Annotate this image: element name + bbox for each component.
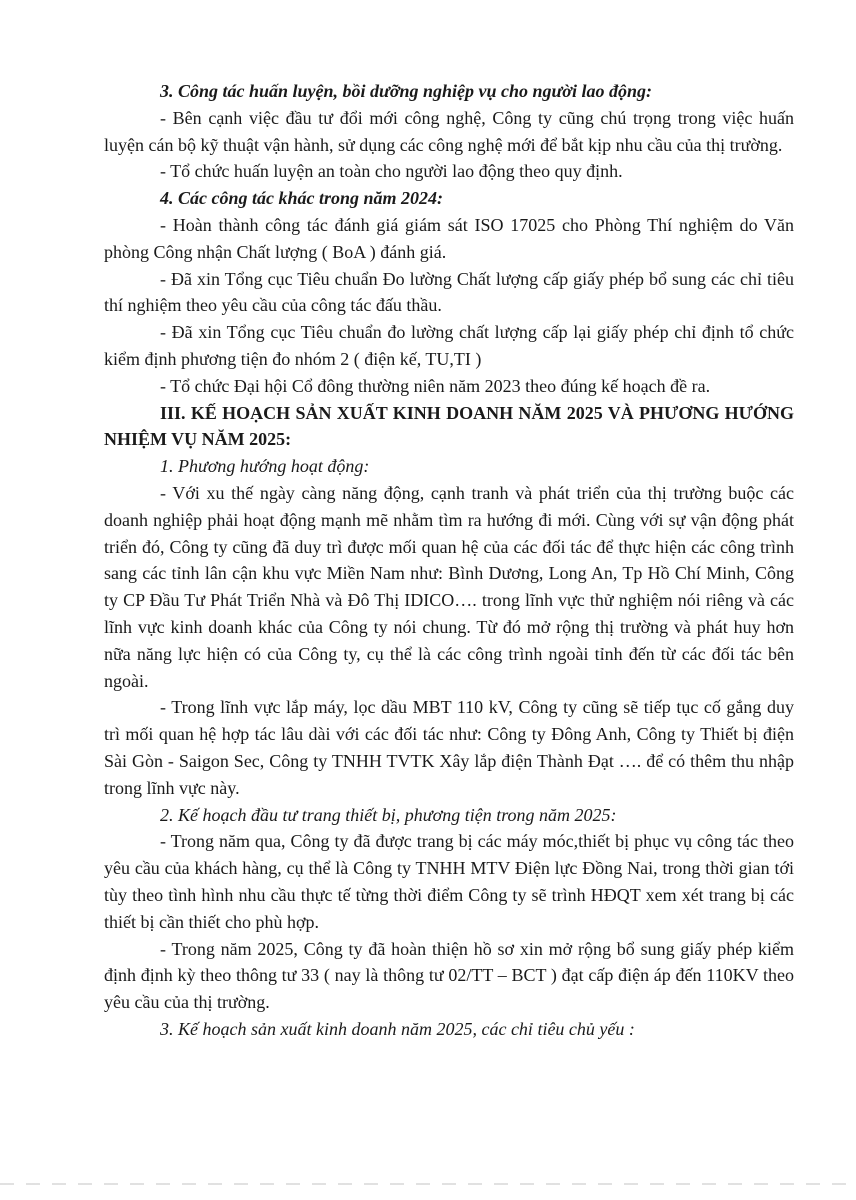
paragraph-market-trend: - Với xu thế ngày càng năng động, cạnh tranh và phát triển của thị trường buộc các doanh nghiệp phải hoạt động mạnh mẽ nhằm tìm ra hướng đi mới. Cùng với sự vận động phát triển đó, Công ty cũng đã duy trì được mối quan hệ của các đối tác để thực hiện các công trình sang các tỉnh lân cận khu vực Miền Nam như: Bình Dương, Long An, Tp Hồ Chí Minh, Công ty CP Đầu Tư Phát Triển Nhà và Đô Thị IDICO…. trong lĩnh vực thử nghiệm nói riêng và các lĩnh vực kinh doanh khác của Công ty nói chung. Từ đó mở rộng thị trường và phát huy hơn nữa năng lực hiện có của Công ty, cụ thể là các công trình ngoài tỉnh đến từ các đối tác bên ngoài. bbox=[104, 482, 794, 691]
paragraph-inspection-license: - Trong năm 2025, Công ty đã hoàn thiện hồ sơ xin mở rộng bổ sung giấy phép kiểm định định kỳ theo thông tư 33 ( nay là thông tư 02/TT – BCT ) đạt cấp điện áp đến 110KV theo yêu cầu của thị trường. bbox=[104, 938, 794, 1013]
subheading-equipment-investment: 2. Kế hoạch đầu tư trang thiết bị, phương tiện trong năm 2025: bbox=[160, 804, 617, 825]
subheading-direction: 1. Phương hướng hoạt động: bbox=[160, 456, 370, 477]
subsection-heading-training: 3. Công tác huấn luyện, bồi dưỡng nghiệp vụ cho người lao động: bbox=[160, 81, 652, 101]
subheading-business-plan: 3. Kế hoạch sản xuất kinh doanh năm 2025, các chỉ tiêu chủ yếu : bbox=[160, 1018, 635, 1039]
subsection-heading-other-work: 4. Các công tác khác trong năm 2024: bbox=[160, 188, 444, 209]
paragraph-iso-17025: - Hoàn thành công tác đánh giá giám sát ISO 17025 cho Phòng Thí nghiệm do Văn phòng Công nhận Chất lượng ( BoA ) đánh giá. bbox=[104, 214, 794, 262]
paragraph-equipment-past-year: - Trong năm qua, Công ty đã được trang bị các máy móc,thiết bị phục vụ công tác theo yêu cầu của khách hàng, cụ thể là Công ty TNHH MTV Điện lực Đồng Nai, trong thời gian tới tùy theo tình hình nhu cầu thực tế từng thời điểm Công ty sẽ trình HĐQT xem xét trang bị các thiết bị cần thiết cho phù hợp. bbox=[104, 831, 794, 932]
paragraph-training-technology: - Bên cạnh việc đầu tư đổi mới công nghệ, Công ty cũng chú trọng trong việc huấn luyện cán bộ kỹ thuật vận hành, sử dụng các công nghệ mới để bắt kịp nhu cầu của thị trường. bbox=[104, 107, 794, 155]
paragraph-license-supplement: - Đã xin Tổng cục Tiêu chuẩn Đo lường Chất lượng cấp giấy phép bổ sung các chỉ tiêu thí nghiệm theo yêu cầu của công tác đấu thầu. bbox=[104, 268, 794, 316]
paragraph-shareholder-meeting: - Tổ chức Đại hội Cổ đông thường niên năm 2023 theo đúng kế hoạch đề ra. bbox=[160, 375, 711, 396]
document-body bbox=[104, 78, 794, 1043]
paragraph-transformer-installation: - Trong lĩnh vực lắp máy, lọc dầu MBT 110 kV, Công ty cũng sẽ tiếp tục cố gắng duy trì mối quan hệ hợp tác lâu dài với các đối tác như: Công ty Đông Anh, Công ty Thiết bị điện Sài Gòn - Saigon Sec, Công ty TNHH TVTK Xây lắp điện Thành Đạt …. để có thêm thu nhập trong lĩnh vực này. bbox=[104, 697, 794, 798]
scan-edge-line bbox=[0, 1183, 856, 1185]
paragraph-license-reissue: - Đã xin Tổng cục Tiêu chuẩn đo lường chất lượng cấp lại giấy phép chỉ định tổ chức kiểm định phương tiện đo nhóm 2 ( điện kế, TU,TI ) bbox=[104, 322, 794, 369]
paragraph-safety-training: - Tổ chức huấn luyện an toàn cho người lao động theo quy định. bbox=[160, 161, 623, 182]
section-heading-iii: III. KẾ HOẠCH SẢN XUẤT KINH DOANH NĂM 2025 VÀ PHƯƠNG HƯỚNG NHIỆM VỤ NĂM 2025: bbox=[104, 402, 794, 450]
